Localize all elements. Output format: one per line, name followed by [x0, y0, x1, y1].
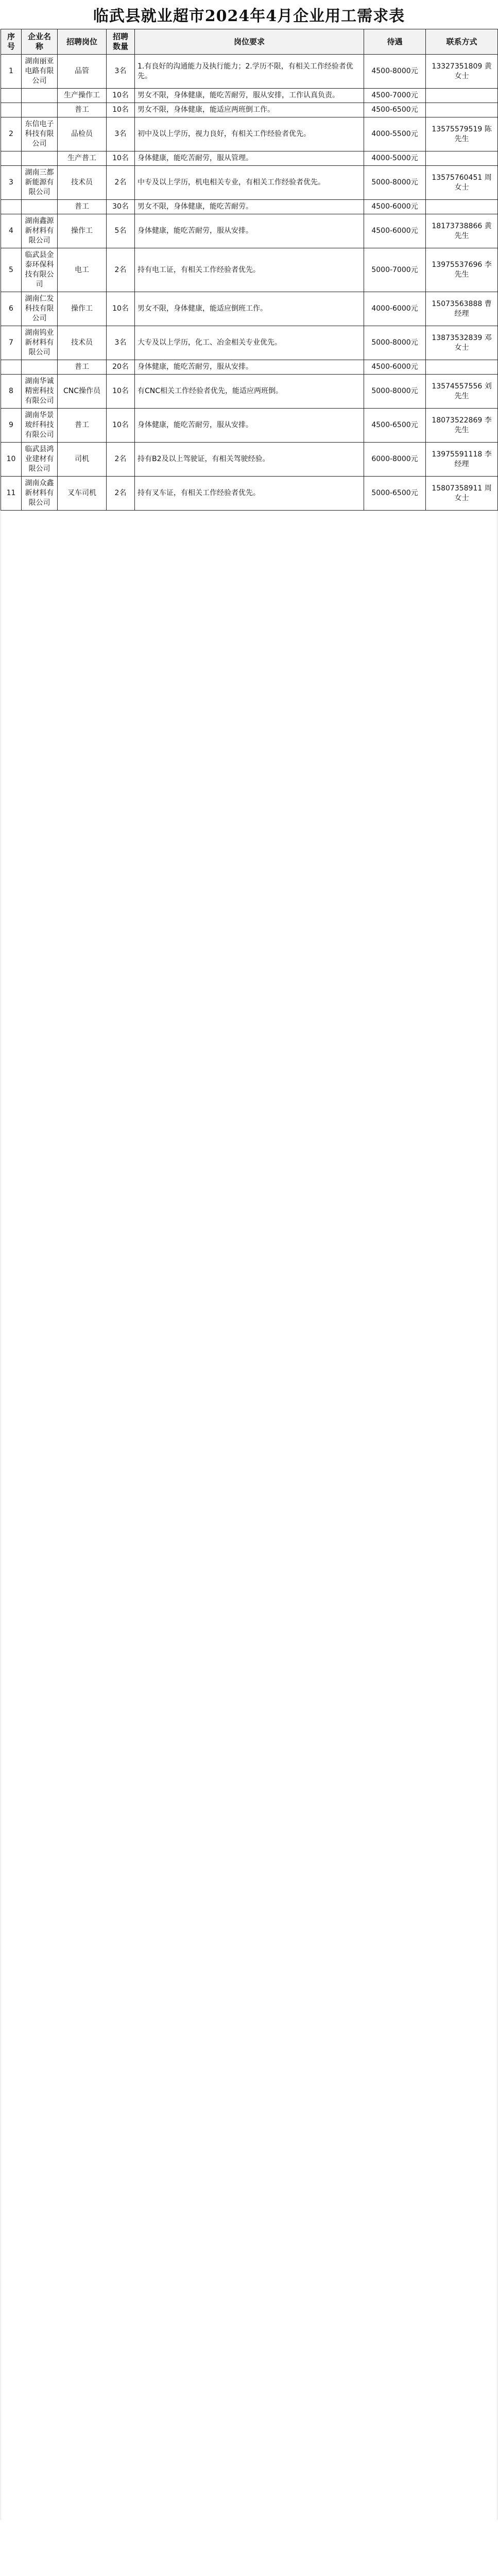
table-row: [1, 477, 498, 511]
cell-salary: 4500-8000元: [364, 55, 426, 89]
cell-position: 品检员: [58, 117, 107, 151]
cell-index: 7: [1, 326, 22, 360]
cell-contact: 13975537696 李先生: [426, 248, 498, 292]
cell-count: 10名: [107, 151, 135, 166]
cell-position: 技术员: [58, 326, 107, 360]
cell-position: 技术员: [58, 166, 107, 200]
cell-requirement: 身体健康，能吃苦耐劳，服从管理。: [135, 151, 364, 166]
cell-index: 4: [1, 214, 22, 248]
cell-contact: [426, 103, 498, 117]
header-contact: 联系方式: [426, 29, 498, 55]
header-count: 招聘数量: [107, 29, 135, 55]
cell-salary: 5000-8000元: [364, 326, 426, 360]
cell-index: 3: [1, 166, 22, 200]
table-row: [1, 103, 498, 117]
cell-count: 30名: [107, 200, 135, 214]
table-row: [1, 326, 498, 360]
table-body: [1, 55, 498, 511]
cell-count: 20名: [107, 360, 135, 375]
cell-position: 普工: [58, 200, 107, 214]
cell-company: 东信电子科技有限公司: [22, 117, 58, 151]
cell-count: 10名: [107, 89, 135, 103]
cell-requirement: 持有电工证，有相关工作经验者优先。: [135, 248, 364, 292]
cell-index: [1, 200, 22, 214]
cell-count: 10名: [107, 103, 135, 117]
cell-count: 3名: [107, 117, 135, 151]
cell-index: [1, 89, 22, 103]
header-requirement: 岗位要求: [135, 29, 364, 55]
cell-index: 6: [1, 292, 22, 326]
cell-requirement: 有CNC相关工作经验者优先，能适应两班倒。: [135, 375, 364, 409]
table-row: [1, 248, 498, 292]
cell-requirement: 男女不限，身体健康，能适应倒班工作。: [135, 292, 364, 326]
cell-count: 10名: [107, 292, 135, 326]
cell-contact: [426, 89, 498, 103]
table-row: [1, 200, 498, 214]
cell-position: 操作工: [58, 292, 107, 326]
cell-requirement: 身体健康，能吃苦耐劳，服从安排。: [135, 214, 364, 248]
cell-requirement: 男女不限，身体健康，能适应两班倒工作。: [135, 103, 364, 117]
cell-index: 2: [1, 117, 22, 151]
table-continuation: [1, 511, 497, 2520]
cell-company: 湖南华景玻纤科技有限公司: [22, 409, 58, 443]
cell-salary: 4500-6500元: [364, 409, 426, 443]
cell-salary: 4500-7000元: [364, 89, 426, 103]
table-row: [1, 55, 498, 89]
cell-company: 湖南华诚精密科技有限公司: [22, 375, 58, 409]
cell-count: 3名: [107, 326, 135, 360]
cell-salary: 5000-7000元: [364, 248, 426, 292]
cell-contact: [426, 200, 498, 214]
cell-count: 2名: [107, 443, 135, 477]
table-row: [1, 117, 498, 151]
table-row: [1, 360, 498, 375]
cell-company: [22, 151, 58, 166]
header-salary: 待遇: [364, 29, 426, 55]
cell-company: [22, 200, 58, 214]
cell-company: [22, 89, 58, 103]
cell-requirement: 大专及以上学历，化工、冶金相关专业优先。: [135, 326, 364, 360]
cell-company: [22, 360, 58, 375]
cell-salary: 4500-6000元: [364, 214, 426, 248]
cell-requirement: 身体健康，能吃苦耐劳，服从安排。: [135, 409, 364, 443]
cell-contact: 15807358911 周女士: [426, 477, 498, 511]
cell-requirement: 男女不限，身体健康，能吃苦耐劳，服从安排，工作认真负责。: [135, 89, 364, 103]
header-index: 序号: [1, 29, 22, 55]
cell-requirement: 持有叉车证，有相关工作经验者优先。: [135, 477, 364, 511]
cell-contact: 13327351809 黄女士: [426, 55, 498, 89]
cell-count: 10名: [107, 409, 135, 443]
cell-count: 3名: [107, 55, 135, 89]
cell-salary: 4500-6000元: [364, 360, 426, 375]
cell-requirement: 身体健康，能吃苦耐劳，服从安排。: [135, 360, 364, 375]
cell-company: 临武县金泰环保科技有限公司: [22, 248, 58, 292]
table-row: [1, 375, 498, 409]
cell-company: 湖南三都新能源有限公司: [22, 166, 58, 200]
cell-company: 湖南仁发科技有限公司: [22, 292, 58, 326]
cell-index: 1: [1, 55, 22, 89]
cell-position: 普工: [58, 103, 107, 117]
cell-salary: 5000-8000元: [364, 166, 426, 200]
cell-count: 2名: [107, 166, 135, 200]
header-position: 招聘岗位: [58, 29, 107, 55]
cell-index: [1, 103, 22, 117]
cell-position: 普工: [58, 360, 107, 375]
cell-contact: 18073522869 李先生: [426, 409, 498, 443]
table-header-row: [1, 29, 498, 55]
cell-company: 湖南众鑫新材料有限公司: [22, 477, 58, 511]
cell-salary: 6000-8000元: [364, 443, 426, 477]
cell-company: 临武县鸿业建材有限公司: [22, 443, 58, 477]
page-title: 临武县就业超市2024年4月企业用工需求表: [93, 7, 405, 25]
cell-position: 普工: [58, 409, 107, 443]
cell-position: 电工: [58, 248, 107, 292]
table-row: [1, 214, 498, 248]
cell-contact: 13575760451 周女士: [426, 166, 498, 200]
cell-position: CNC操作员: [58, 375, 107, 409]
cell-contact: [426, 151, 498, 166]
jobs-table: [1, 29, 498, 511]
cell-salary: 5000-6500元: [364, 477, 426, 511]
cell-count: 10名: [107, 375, 135, 409]
cell-index: 10: [1, 443, 22, 477]
cell-count: 2名: [107, 477, 135, 511]
cell-requirement: 男女不限，身体健康，能吃苦耐劳。: [135, 200, 364, 214]
cell-salary: 4500-6500元: [364, 103, 426, 117]
cell-index: 5: [1, 248, 22, 292]
cell-requirement: 1.有良好的沟通能力及执行能力；2.学历不限，有相关工作经验者优先。: [135, 55, 364, 89]
cell-position: 司机: [58, 443, 107, 477]
cell-contact: 15073563888 曹经理: [426, 292, 498, 326]
cell-contact: 13975591118 李经理: [426, 443, 498, 477]
cell-index: [1, 360, 22, 375]
cell-position: 叉车司机: [58, 477, 107, 511]
cell-contact: 13575579519 陈先生: [426, 117, 498, 151]
table-row: [1, 409, 498, 443]
cell-contact: 13873532839 邓女士: [426, 326, 498, 360]
header-company: 企业名称: [22, 29, 58, 55]
table-row: [1, 292, 498, 326]
cell-salary: 4000-5000元: [364, 151, 426, 166]
cell-position: 生产操作工: [58, 89, 107, 103]
cell-salary: 5000-8000元: [364, 375, 426, 409]
cell-position: 操作工: [58, 214, 107, 248]
table-row: [1, 151, 498, 166]
cell-requirement: 初中及以上学历，视力良好，有相关工作经验者优先。: [135, 117, 364, 151]
table-row: [1, 89, 498, 103]
cell-index: 8: [1, 375, 22, 409]
cell-contact: 13574557556 刘先生: [426, 375, 498, 409]
table-row: [1, 443, 498, 477]
cell-contact: 18173738866 黄先生: [426, 214, 498, 248]
cell-company: 湖南钨业新材料有限公司: [22, 326, 58, 360]
cell-company: 湖南丽亚电路有限公司: [22, 55, 58, 89]
cell-position: 品管: [58, 55, 107, 89]
cell-salary: 4000-5500元: [364, 117, 426, 151]
cell-company: 湖南鑫源新材料有限公司: [22, 214, 58, 248]
cell-contact: [426, 360, 498, 375]
cell-company: [22, 103, 58, 117]
cell-salary: 4500-6000元: [364, 200, 426, 214]
cell-position: 生产普工: [58, 151, 107, 166]
cell-count: 5名: [107, 214, 135, 248]
cell-salary: 4000-6000元: [364, 292, 426, 326]
cell-count: 2名: [107, 248, 135, 292]
table-row: [1, 166, 498, 200]
cell-index: [1, 151, 22, 166]
cell-requirement: 持有B2及以上驾驶证，有相关驾驶经验。: [135, 443, 364, 477]
cell-index: 9: [1, 409, 22, 443]
cell-requirement: 中专及以上学历，机电相关专业，有相关工作经验者优先。: [135, 166, 364, 200]
cell-index: 11: [1, 477, 22, 511]
